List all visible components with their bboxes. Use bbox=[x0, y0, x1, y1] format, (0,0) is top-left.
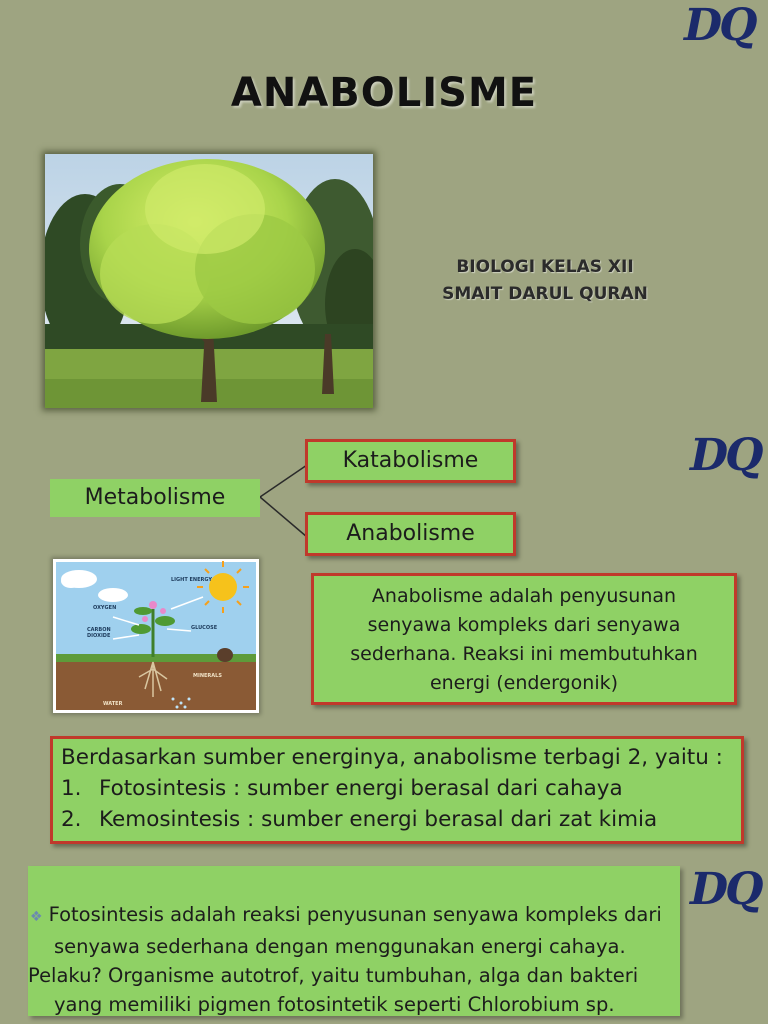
photosynthesis-illustration bbox=[53, 559, 259, 713]
dq-logo-bottom: DQ bbox=[690, 864, 761, 915]
definition-line-4: energi (endergonik) bbox=[429, 672, 619, 694]
types-item-2-number: 2. bbox=[61, 807, 82, 832]
dq-logo-middle: DQ bbox=[690, 430, 761, 481]
definition-line-3: sederhana. Reaksi ini membutuhkan bbox=[350, 643, 698, 665]
label-light-energy: LIGHT ENERGY bbox=[171, 577, 212, 583]
photosynthesis-note bbox=[28, 866, 680, 1016]
diamond-bullet-icon: ❖ bbox=[30, 909, 43, 925]
label-glucose: GLUCOSE bbox=[191, 625, 218, 631]
types-item-1-text: Fotosintesis : sumber energi berasal dari cahaya bbox=[99, 776, 623, 801]
subtitle-line-2: SMAIT DARUL QURAN bbox=[442, 284, 648, 304]
metabolism-node: Metabolisme bbox=[50, 479, 260, 517]
course-subtitle bbox=[400, 254, 690, 308]
types-intro: Berdasarkan sumber energinya, anabolisme terbagi 2, yaitu : bbox=[61, 745, 723, 770]
anabolism-types bbox=[50, 736, 744, 844]
anabolism-definition bbox=[311, 573, 737, 705]
label-oxygen: OXYGEN bbox=[93, 605, 117, 611]
note-line-2: senyawa sederhana dengan menggunakan energi cahaya. bbox=[54, 935, 626, 958]
label-minerals: MINERALS bbox=[193, 673, 222, 679]
catabolism-node: Katabolisme bbox=[305, 439, 516, 483]
types-item-1-number: 1. bbox=[61, 776, 82, 801]
label-water: WATER bbox=[103, 701, 123, 707]
note-line-3: Pelaku? Organisme autotrof, yaitu tumbuhan, alga dan bakteri bbox=[28, 964, 639, 987]
definition-line-1: Anabolisme adalah penyusunan bbox=[371, 585, 677, 607]
anabolism-node: Anabolisme bbox=[305, 512, 516, 556]
note-line-1: Fotosintesis adalah reaksi penyusunan senyawa kompleks dari bbox=[48, 903, 662, 926]
definition-line-2: senyawa kompleks dari senyawa bbox=[367, 614, 681, 636]
subtitle-line-1: BIOLOGI KELAS XII bbox=[456, 257, 634, 277]
page-title: ANABOLISME bbox=[230, 70, 538, 116]
tree-photo bbox=[45, 154, 373, 408]
types-item-1 bbox=[61, 773, 733, 804]
types-item-2-text: Kemosintesis : sumber energi berasal dari zat kimia bbox=[99, 807, 658, 832]
note-line-1-row bbox=[28, 900, 680, 932]
label-dioxide: DIOXIDE bbox=[87, 633, 111, 639]
note-line-4: yang memiliki pigmen fotosintetik seperti Chlorobium sp. bbox=[54, 993, 615, 1016]
types-item-2 bbox=[61, 804, 733, 835]
dq-logo-top: DQ bbox=[684, 0, 755, 51]
label-carbon: CARBON bbox=[87, 627, 111, 633]
